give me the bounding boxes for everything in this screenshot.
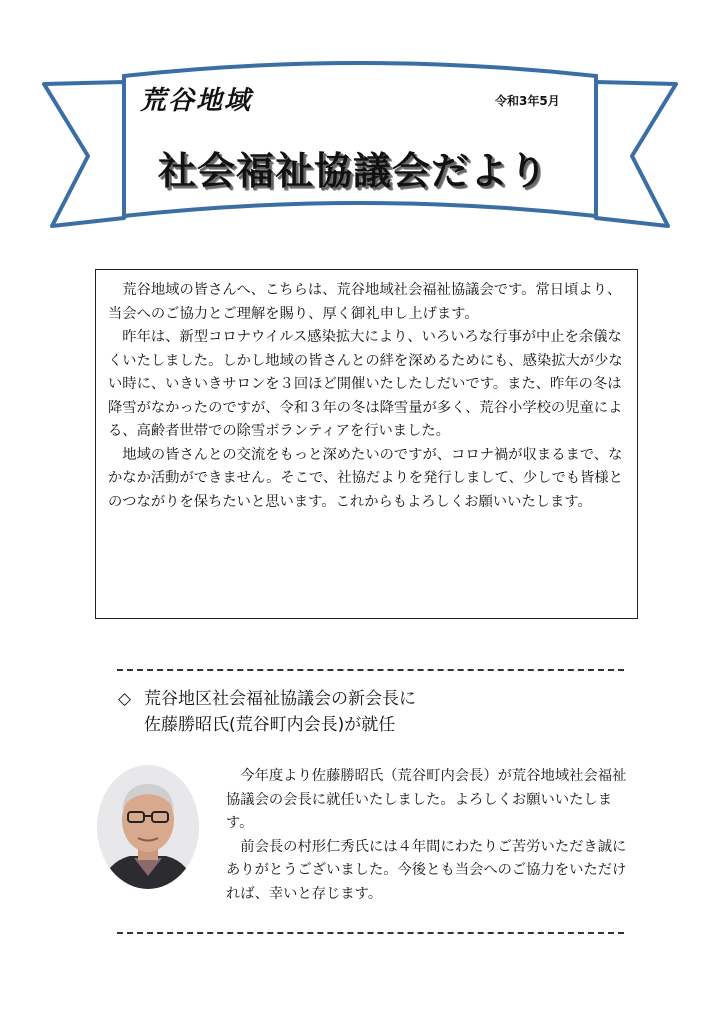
diamond-icon: ◇ bbox=[118, 689, 132, 709]
announcement-paragraph: 前会長の村形仁秀氏には４年間にわたりご苦労いただき誠にありがとうございました。今後とも当会へのご協力をいただければ、幸いと存じます。 bbox=[226, 838, 627, 902]
heading-line-1: 荒谷地区社会福祉協議会の新会長に bbox=[144, 689, 416, 709]
divider-bottom bbox=[117, 932, 624, 934]
intro-paragraph: 荒谷地域の皆さんへ、こちらは、荒谷地域社会福祉協議会です。常日頃より、当会へのご協力とご理解を賜り、厚く御礼申し上げます。 bbox=[108, 282, 622, 322]
announcement-paragraph: 今年度より佐藤勝昭氏（荒谷町内会長）が荒谷地域社会福祉協議会の会長に就任いたしました。よろしくお願いいたします。 bbox=[226, 768, 627, 831]
issue-date: 令和3年5月 bbox=[495, 94, 560, 108]
header-banner bbox=[40, 58, 680, 238]
chairman-announcement bbox=[226, 765, 636, 906]
divider-top bbox=[117, 669, 624, 671]
heading-line-2: 佐藤勝昭氏(荒谷町内会長)が就任 bbox=[144, 715, 396, 735]
newsletter-title: 社会福祉協議会だより bbox=[158, 149, 549, 193]
intro-paragraph: 昨年は、新型コロナウイルス感染拡大により、いろいろな行事が中止を余儀なくいたしました。しかし地域の皆さんとの絆を深めるためにも、感染拡大が少ない時に、いきいきサロンを３回ほど開催いたしたしだいです。また、昨年の冬は降雪がなかったのですが、令和３年の冬は降雪量が多く、荒谷小学校の児童による、高齢者世帯での除雪ボランティアを行いました。 bbox=[108, 329, 623, 439]
intro-message-box bbox=[95, 269, 638, 619]
section-heading bbox=[118, 686, 416, 738]
region-name: 荒谷地域 bbox=[140, 86, 253, 116]
chairman-photo bbox=[96, 764, 200, 890]
intro-paragraph: 地域の皆さんとの交流をもっと深めたいのですが、コロナ禍が収まるまで、なかなか活動ができません。そこで、社協だよりを発行しまして、少しでも皆様とのつながりを保ちたいと思います。これからもよろしくお願いいたします。 bbox=[108, 446, 623, 510]
